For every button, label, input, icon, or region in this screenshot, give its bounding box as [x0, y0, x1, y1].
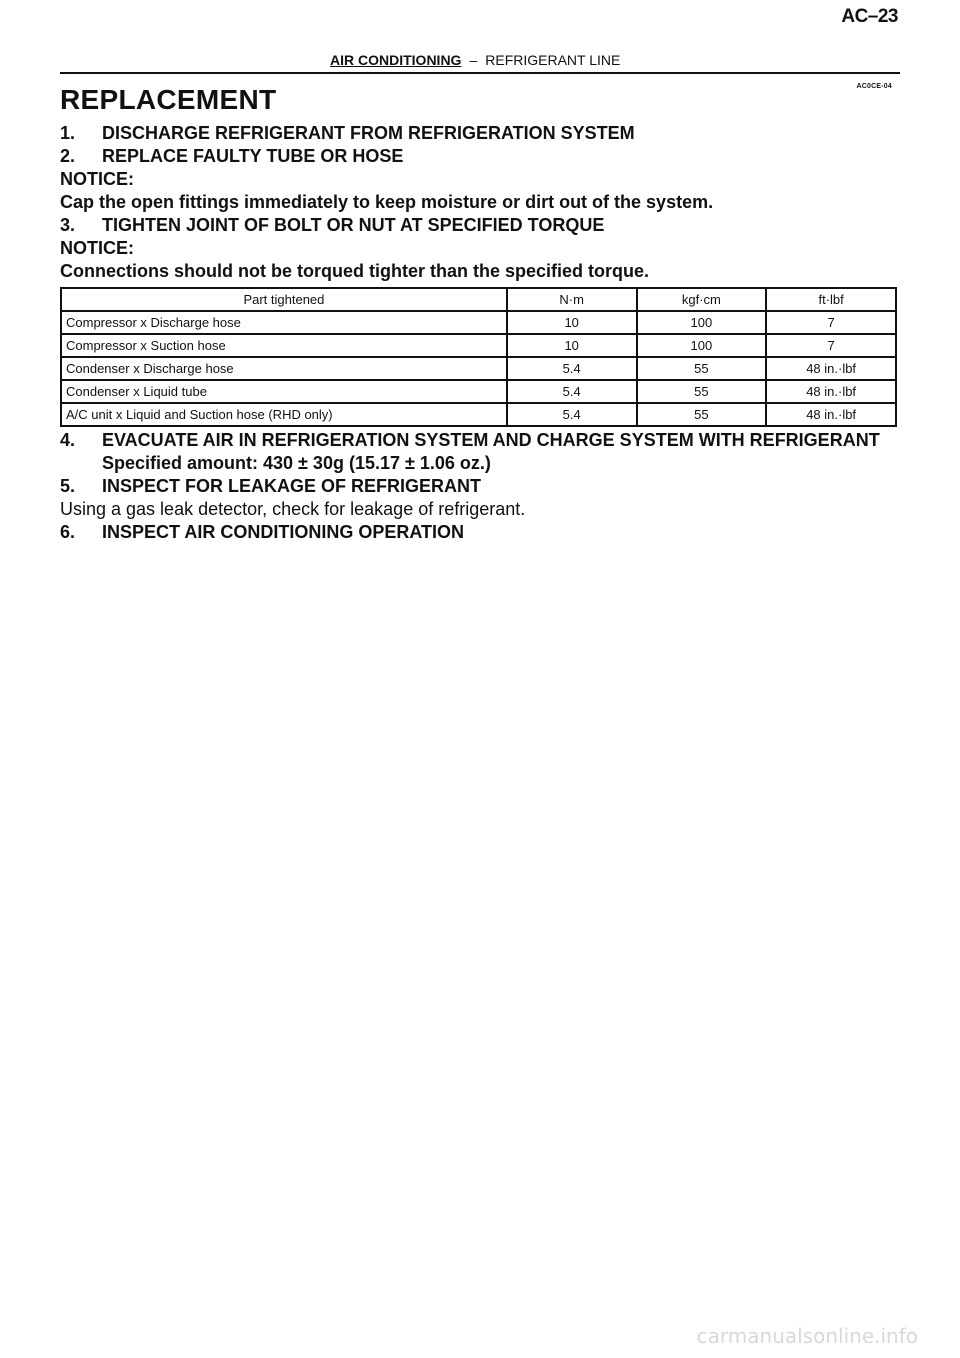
step-number: 1. — [60, 123, 76, 143]
kgfcm-cell: 55 — [637, 403, 767, 426]
column-header: Part tightened — [61, 288, 507, 311]
step-text: EVACUATE AIR IN REFRIGERATION SYSTEM AND CHARGE SYSTEM WITH REFRIGERANT — [102, 430, 880, 450]
step-number: 5. — [60, 476, 76, 496]
ftlbf-cell: 48 in.·lbf — [766, 380, 896, 403]
step-2 — [60, 145, 900, 168]
step-1 — [60, 122, 900, 145]
kgfcm-cell: 100 — [637, 334, 767, 357]
page-content — [60, 84, 900, 544]
ftlbf-cell: 7 — [766, 334, 896, 357]
torque-table — [60, 287, 897, 427]
step-text: REPLACE FAULTY TUBE OR HOSE — [102, 146, 404, 166]
step-text: INSPECT FOR LEAKAGE OF REFRIGERANT — [102, 476, 482, 496]
part-cell: Compressor x Suction hose — [61, 334, 507, 357]
nm-cell: 5.4 — [507, 380, 637, 403]
table-header-row — [61, 288, 896, 311]
step-text: DISCHARGE REFRIGERANT FROM REFRIGERATION SYSTEM — [102, 123, 635, 143]
step-number: 6. — [60, 522, 76, 542]
document-code: AC0CE-04 — [856, 83, 892, 90]
section-title: AIR CONDITIONING — [330, 52, 462, 68]
part-cell: A/C unit x Liquid and Suction hose (RHD only) — [61, 403, 507, 426]
step-6 — [60, 521, 900, 544]
step-number: 4. — [60, 430, 76, 450]
kgfcm-cell: 55 — [637, 357, 767, 380]
step-text: TIGHTEN JOINT OF BOLT OR NUT AT SPECIFIED TORQUE — [102, 215, 605, 235]
ftlbf-cell: 48 in.·lbf — [766, 403, 896, 426]
table-row — [61, 403, 896, 426]
step-3 — [60, 214, 900, 237]
step-text: INSPECT AIR CONDITIONING OPERATION — [102, 522, 465, 542]
notice-text: Cap the open fittings immediately to keep moisture or dirt out of the system. — [60, 192, 714, 212]
subsection-title: REFRIGERANT LINE — [485, 52, 621, 68]
header-breadcrumb — [330, 52, 620, 68]
leak-check-instruction: Using a gas leak detector, check for leakage of refrigerant. — [60, 499, 526, 519]
part-cell: Compressor x Discharge hose — [61, 311, 507, 334]
table-row — [61, 380, 896, 403]
table-row — [61, 311, 896, 334]
notice-text: Connections should not be torqued tighter than the specified torque. — [60, 261, 649, 281]
nm-cell: 5.4 — [507, 403, 637, 426]
page-number: AC–23 — [841, 6, 898, 27]
step-number: 2. — [60, 146, 76, 166]
step-5 — [60, 475, 900, 498]
nm-cell: 5.4 — [507, 357, 637, 380]
kgfcm-cell: 55 — [637, 380, 767, 403]
running-header — [60, 52, 900, 74]
nm-cell: 10 — [507, 334, 637, 357]
kgfcm-cell: 100 — [637, 311, 767, 334]
part-cell: Condenser x Liquid tube — [61, 380, 507, 403]
specified-amount: Specified amount: 430 ± 30g (15.17 ± 1.06 oz.) — [102, 453, 491, 473]
header-separator: – — [469, 52, 478, 68]
notice-label: NOTICE: — [60, 169, 134, 189]
column-header: ft·lbf — [766, 288, 896, 311]
column-header: kgf·cm — [637, 288, 767, 311]
nm-cell: 10 — [507, 311, 637, 334]
page-title: REPLACEMENT — [60, 84, 277, 115]
column-header: N·m — [507, 288, 637, 311]
step-number: 3. — [60, 215, 76, 235]
table-row — [61, 334, 896, 357]
ftlbf-cell: 7 — [766, 311, 896, 334]
table-row — [61, 357, 896, 380]
part-cell: Condenser x Discharge hose — [61, 357, 507, 380]
step-4 — [60, 429, 900, 452]
notice-label: NOTICE: — [60, 238, 134, 258]
footer-watermark: carmanualsonline.info — [696, 1324, 918, 1348]
ftlbf-cell: 48 in.·lbf — [766, 357, 896, 380]
